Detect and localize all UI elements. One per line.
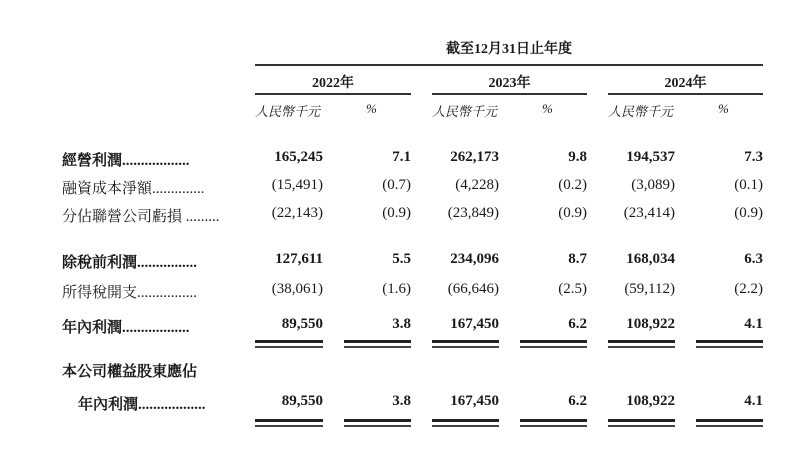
row-value: 262,173 (450, 149, 499, 165)
attrib-value: 4.1 (744, 393, 763, 409)
period-rule (255, 64, 763, 66)
year-header: 2022年 (312, 76, 354, 91)
row-value: 165,245 (274, 149, 323, 165)
year-rule (608, 93, 763, 95)
double-underline (432, 419, 499, 429)
double-underline (344, 340, 411, 350)
percent-label: % (366, 101, 377, 116)
row-value: (38,061) (271, 281, 323, 297)
row-value: (23,414) (623, 205, 675, 221)
attrib-value: 108,922 (626, 393, 675, 409)
row-value: 108,922 (626, 316, 675, 332)
row-value: (0.2) (558, 177, 587, 193)
row-value: 9.8 (568, 149, 587, 165)
double-underline (520, 340, 587, 350)
attrib-value: 89,550 (281, 393, 323, 409)
row-label: 經營利潤.................. (62, 153, 190, 169)
row-value: 4.1 (744, 316, 763, 332)
row-label: 所得稅開支................ (62, 285, 198, 301)
row-value: 3.8 (392, 316, 411, 332)
year-rule (432, 93, 587, 95)
row-value: (0.1) (734, 177, 763, 193)
row-value: (66,646) (447, 281, 499, 297)
row-value: (2.2) (734, 281, 763, 297)
unit-label: 人民幣千元 (608, 104, 674, 119)
unit-label: 人民幣千元 (255, 104, 321, 119)
row-value: (22,143) (271, 205, 323, 221)
double-underline (696, 340, 763, 350)
row-value: (59,112) (624, 281, 675, 297)
row-value: 8.7 (568, 251, 587, 267)
attrib-heading: 本公司權益股東應佔 (62, 364, 198, 380)
double-underline (344, 419, 411, 429)
row-label: 融資成本淨額.............. (62, 181, 205, 197)
year-header: 2023年 (488, 76, 531, 91)
percent-label: % (542, 101, 553, 116)
row-value: 89,550 (281, 316, 323, 332)
row-label: 年內利潤.................. (62, 320, 190, 336)
row-value: 168,034 (626, 251, 675, 267)
row-value: (0.9) (382, 205, 411, 221)
row-value: 6.3 (744, 251, 763, 267)
row-value: (23,849) (447, 205, 499, 221)
row-value: 194,537 (626, 149, 675, 165)
double-underline (255, 419, 323, 429)
row-value: 7.3 (744, 149, 763, 165)
attrib-value: 6.2 (568, 393, 587, 409)
row-label: 除稅前利潤................ (62, 255, 198, 271)
year-header: 2024年 (664, 76, 707, 91)
row-value: 6.2 (568, 316, 587, 332)
row-value: 5.5 (392, 251, 411, 267)
double-underline (608, 419, 675, 429)
row-value: (15,491) (271, 177, 323, 193)
double-underline (432, 340, 499, 350)
row-value: (0.9) (734, 205, 763, 221)
attrib-value: 167,450 (450, 393, 499, 409)
row-value: 234,096 (450, 251, 499, 267)
row-value: (2.5) (558, 281, 587, 297)
row-value: (3,089) (631, 177, 675, 193)
attrib-value: 3.8 (392, 393, 411, 409)
period-header: 截至12月31日止年度 (446, 42, 572, 57)
double-underline (520, 419, 587, 429)
row-value: 127,611 (275, 251, 323, 267)
attrib-label: 年內利潤.................. (78, 397, 206, 413)
row-value: (0.9) (558, 205, 587, 221)
year-rule (255, 93, 411, 95)
row-value: 167,450 (450, 316, 499, 332)
row-label: 分佔聯營公司虧損 ......... (62, 209, 220, 225)
row-value: (0.7) (382, 177, 411, 193)
double-underline (608, 340, 675, 350)
double-underline (696, 419, 763, 429)
row-value: 7.1 (392, 149, 411, 165)
row-value: (1.6) (382, 281, 411, 297)
percent-label: % (718, 101, 729, 116)
double-underline (255, 340, 323, 350)
unit-label: 人民幣千元 (432, 104, 498, 119)
row-value: (4,228) (455, 177, 499, 193)
